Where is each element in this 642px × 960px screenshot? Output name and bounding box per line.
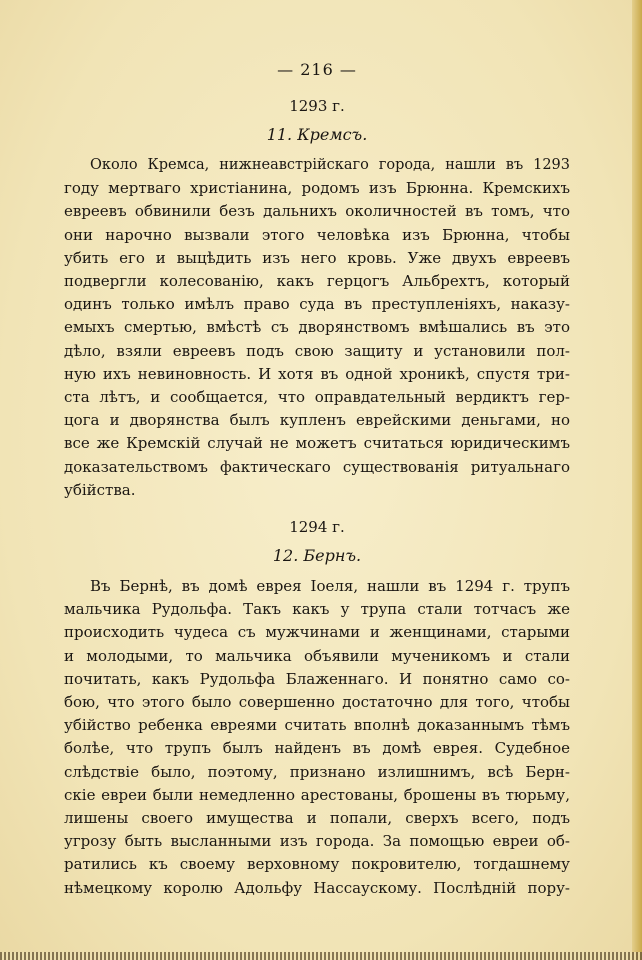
text-line: доказательствомъ фактическаго существованія ритуальнаго <box>64 457 570 476</box>
text-line: и молодыми, то мальчика объявили мученикомъ и стали <box>64 646 570 665</box>
text-line: году мертваго христіанина, родомъ изъ Брюнна. Кремскихъ <box>64 179 570 198</box>
text-line: скіе евреи были немедленно арестованы, брошены въ тюрьму, <box>64 785 570 804</box>
text-line: мальчика Рудольфа. Такъ какъ у трупа стали тотчасъ же <box>64 600 570 619</box>
text-line: лишены своего имущества и попали, сверхъ всего, подъ <box>64 809 570 828</box>
page-content <box>64 60 570 900</box>
paragraph-bern <box>64 575 570 900</box>
page-bottom-edge <box>0 952 642 960</box>
text-line: Около Кремса, нижнеавстрійскаго города, нашли въ 1293 <box>90 157 570 173</box>
text-line: они нарочно вызвали этого человѣка изъ Брюнна, чтобы <box>64 225 570 244</box>
text-line: угрозу быть высланными изъ города. За помощью евреи об- <box>64 832 570 851</box>
section-year-1293: 1293 г. <box>289 97 345 115</box>
section-gap <box>64 502 570 518</box>
paragraph-krems <box>64 154 570 502</box>
text-line: убить его и выцѣдить изъ него кровь. Уже двухъ евреевъ <box>64 248 570 267</box>
section-title-krems: 11. Кремсъ. <box>266 125 368 144</box>
page-edge <box>632 0 642 960</box>
text-line: болѣе, что трупъ былъ найденъ въ домѣ еврея. Судебное <box>64 739 570 758</box>
text-line: Въ Бернѣ, въ домѣ еврея Іоеля, нашли въ 1294 г. трупъ <box>90 577 570 596</box>
text-line: слѣдствіе было, поэтому, признано излишнимъ, всѣ Берн- <box>64 762 570 781</box>
text-line: убійство ребенка евреями считать вполнѣ доказаннымъ тѣмъ <box>64 716 570 735</box>
text-line: бою, что этого было совершенно достаточно для того, чтобы <box>64 693 570 712</box>
text-line: ратились къ своему верховному покровителю, тогдашнему <box>64 855 570 874</box>
page-number: — 216 — <box>277 60 357 79</box>
text-line: цога и дворянства былъ купленъ еврейскими деньгами, но <box>64 411 570 430</box>
text-line: все же Кремскій случай не можетъ считаться юридическимъ <box>64 434 570 453</box>
text-line: дѣло, взяли евреевъ подъ свою защиту и установили пол- <box>64 341 570 360</box>
text-line: ста лѣтъ, и сообщается, что оправдательный вердиктъ гер- <box>64 388 570 407</box>
text-line: ную ихъ невиновность. И хотя въ одной хроникѣ, спустя три- <box>64 364 570 383</box>
text-line: почитать, какъ Рудольфа Блаженнаго. И понятно само со- <box>64 669 570 688</box>
text-line: убійства. <box>64 480 136 499</box>
text-line: нѣмецкому королю Адольфу Нассаускому. Послѣдній пору- <box>64 878 570 897</box>
text-line: емыхъ смертью, вмѣстѣ съ дворянствомъ вмѣшались въ это <box>64 318 570 337</box>
text-line: подвергли колесованію, какъ герцогъ Альбрехтъ, который <box>64 272 570 291</box>
section-year-1294: 1294 г. <box>289 518 345 537</box>
text-line: происходить чудеса съ мужчинами и женщинами, старыми <box>64 623 570 642</box>
section-title-bern: 12. Бернъ. <box>272 546 362 566</box>
text-line: евреевъ обвинили безъ дальнихъ околичностей въ томъ, что <box>64 202 570 221</box>
text-line: одинъ только имѣлъ право суда въ преступленіяхъ, наказу- <box>64 295 570 314</box>
